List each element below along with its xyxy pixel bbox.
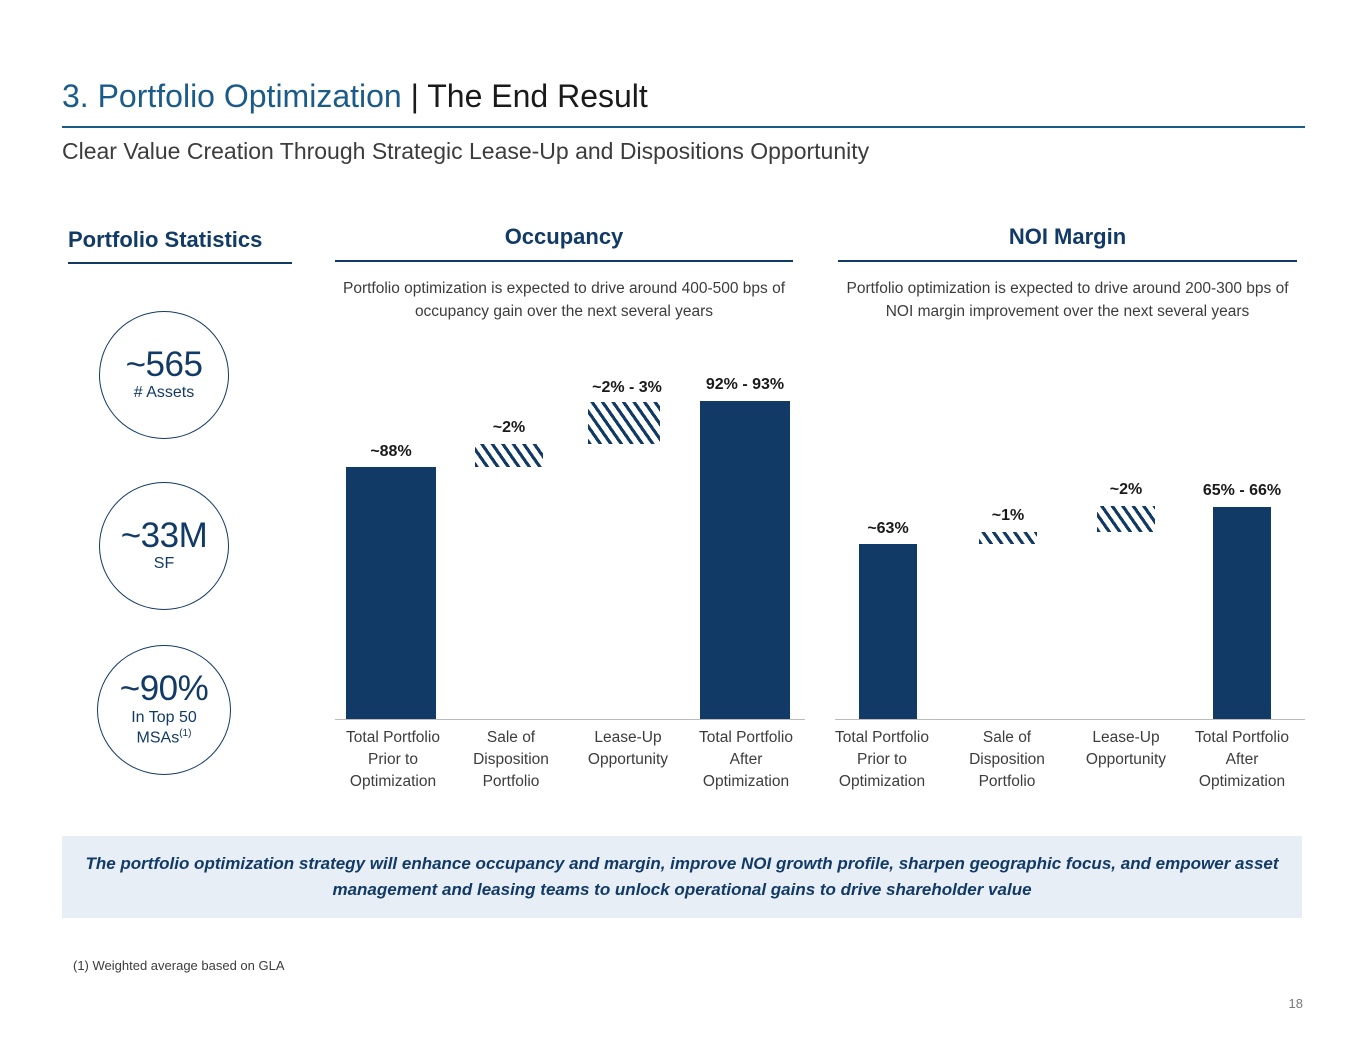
noi-bar-label-1: ~63% (867, 520, 909, 537)
occupancy-cat-label-3 (569, 727, 687, 771)
occupancy-cat-2-line3: Portfolio (482, 773, 540, 790)
page-title-subpart: The End Result (427, 78, 648, 114)
noi-bar-total-prior (859, 544, 917, 719)
stat-msa-label-line2: MSAs (136, 729, 180, 747)
stat-sf-value: ~33M (120, 515, 208, 555)
occupancy-cat-4-line2: After (729, 751, 763, 768)
occupancy-bar-total-prior (346, 467, 436, 719)
occupancy-bar-sale-disposition (475, 444, 543, 467)
noi-bar-label-2: ~1% (991, 507, 1025, 524)
occupancy-chart (335, 345, 805, 790)
stat-circle-assets (99, 311, 229, 439)
noi-cat-3-line2: Opportunity (1085, 751, 1167, 768)
portfolio-statistics-rule (68, 262, 292, 264)
occupancy-cat-3-line1: Lease-Up (594, 729, 662, 746)
occupancy-cat-4-line1: Total Portfolio (699, 729, 793, 746)
noi-cat-1-line1: Total Portfolio (835, 729, 929, 746)
stat-msa-value: ~90% (119, 669, 209, 709)
occupancy-bar-lease-up (588, 402, 660, 444)
noi-cat-label-2 (948, 727, 1066, 793)
noi-bar-label-3: ~2% (1109, 481, 1143, 498)
noi-cat-3-line1: Lease-Up (1092, 729, 1160, 746)
noi-bar-lease-up (1097, 506, 1155, 532)
summary-callout (62, 836, 1302, 918)
noi-bar-label-4: 65% - 66% (1202, 482, 1282, 499)
callout-line-2: and empower asset management and leasing teams to unlock operational gains to drive shareholder value (332, 853, 1279, 899)
noi-cat-label-3 (1067, 727, 1185, 771)
occupancy-cat-1-line1: Total Portfolio (346, 729, 440, 746)
noi-cat-4-line2: After (1225, 751, 1259, 768)
noi-cat-4-line3: Optimization (1198, 773, 1286, 790)
page-number: 18 (1288, 996, 1303, 1011)
occupancy-cat-2-line1: Sale of (486, 729, 536, 746)
stat-msa-label-line1: In Top 50 (131, 709, 197, 727)
page-subtitle: Clear Value Creation Through Strategic Lease-Up and Dispositions Opportunity (62, 138, 870, 164)
stat-msa-label (131, 708, 197, 748)
occupancy-cat-4-line3: Optimization (702, 773, 790, 790)
occupancy-cat-1-line2: Prior to (368, 751, 418, 768)
occupancy-rule (335, 260, 793, 262)
noi-cat-2-line1: Sale of (982, 729, 1032, 746)
noi-cat-label-1 (823, 727, 941, 793)
occupancy-bar-label-2: ~2% (492, 419, 526, 436)
occupancy-cat-label-1 (334, 727, 452, 793)
occupancy-bar-total-after (700, 401, 790, 719)
noi-bar-sale-disposition (979, 532, 1037, 544)
noi-bar-total-after (1213, 507, 1271, 719)
stat-assets-label: # Assets (133, 384, 195, 402)
stat-assets-value: ~565 (125, 344, 203, 384)
noi-margin-blurb: Portfolio optimization is expected to drive around 200-300 bps of NOI margin improvement over the next several years (846, 280, 1289, 321)
occupancy-cat-2-line2: Disposition (473, 751, 549, 768)
stat-circle-msa (97, 645, 231, 775)
noi-cat-2-line2: Disposition (969, 751, 1045, 768)
stat-msa-footnote-marker: (1) (179, 728, 192, 740)
stat-circle-sf (99, 482, 229, 610)
noi-margin-rule (838, 260, 1297, 262)
page-title-number: 3. (62, 78, 98, 114)
page-title (62, 78, 1302, 115)
noi-cat-1-line3: Optimization (838, 773, 926, 790)
callout-line-1: The portfolio optimization strategy will enhance occupancy and margin, improve NOI growth profile, sharpen geographic focus, (85, 853, 1116, 873)
noi-cat-4-line1: Total Portfolio (1195, 729, 1289, 746)
noi-cat-2-line3: Portfolio (978, 773, 1036, 790)
occupancy-cat-3-line2: Opportunity (587, 751, 669, 768)
noi-cat-label-4 (1183, 727, 1301, 793)
page-title-divider: | (410, 78, 428, 114)
occupancy-cat-label-4 (687, 727, 805, 793)
noi-margin-chart (835, 345, 1305, 790)
occupancy-cat-1-line3: Optimization (349, 773, 437, 790)
portfolio-statistics-heading: Portfolio Statistics (68, 227, 263, 252)
noi-margin-heading: NOI Margin (1008, 224, 1127, 249)
page-title-main: Portfolio Optimization (97, 78, 411, 114)
noi-margin-chart-axis (835, 719, 1305, 720)
occupancy-blurb: Portfolio optimization is expected to drive around 400-500 bps of occupancy gain over the next several years (342, 280, 785, 321)
title-divider-rule (62, 126, 1305, 128)
occupancy-heading: Occupancy (504, 224, 624, 249)
occupancy-bar-label-3: ~2% - 3% (592, 379, 662, 396)
occupancy-chart-axis (335, 719, 805, 720)
occupancy-bar-label-4: 92% - 93% (705, 376, 785, 393)
occupancy-bar-label-1: ~88% (370, 443, 412, 460)
footnote: (1) Weighted average based on GLA (73, 958, 285, 973)
stat-sf-label: SF (153, 555, 175, 573)
noi-cat-1-line2: Prior to (857, 751, 907, 768)
occupancy-cat-label-2 (452, 727, 570, 793)
